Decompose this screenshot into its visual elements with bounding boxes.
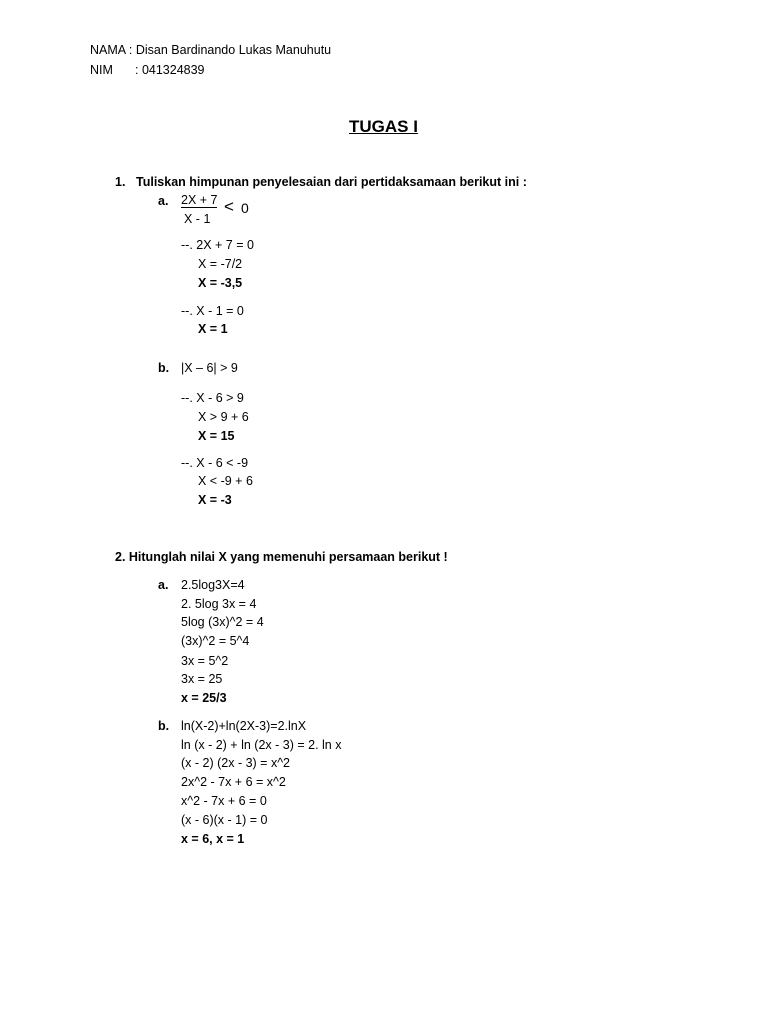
q1b-result: X = -3 bbox=[198, 493, 232, 507]
q1a-fraction-bar bbox=[181, 207, 217, 208]
q1a-label: a. bbox=[158, 194, 169, 208]
nim-value: : 041324839 bbox=[135, 63, 205, 77]
q1a-denominator: X - 1 bbox=[184, 212, 211, 226]
q1-number: 1. bbox=[115, 175, 126, 189]
q1b-step: --. X - 6 > 9 bbox=[181, 391, 244, 405]
q2a-line: 3x = 25 bbox=[181, 672, 223, 686]
student-name: NAMA : Disan Bardinando Lukas Manuhutu bbox=[90, 43, 332, 57]
q2a-line: 3x = 5^2 bbox=[181, 654, 229, 668]
q2b-label: b. bbox=[158, 719, 170, 733]
q1b-result: X = 15 bbox=[198, 429, 235, 443]
q2b-line: (x - 2) (2x - 3) = x^2 bbox=[181, 756, 291, 770]
q1b-step: X > 9 + 6 bbox=[198, 410, 249, 424]
q2b-line: x^2 - 7x + 6 = 0 bbox=[181, 794, 267, 808]
q1b-expression: |X – 6| > 9 bbox=[181, 361, 238, 375]
q2a-label: a. bbox=[158, 578, 169, 592]
q2-heading: 2. Hitunglah nilai X yang memenuhi persamaan berikut ! bbox=[115, 550, 448, 564]
q1a-step: --. 2X + 7 = 0 bbox=[181, 238, 254, 252]
q1a-step: --. X - 1 = 0 bbox=[181, 304, 244, 318]
q1b-step: X < -9 + 6 bbox=[198, 474, 253, 488]
q2a-line: (3x)^2 = 5^4 bbox=[181, 634, 250, 648]
q1b-step: --. X - 6 < -9 bbox=[181, 456, 249, 470]
q2a-line: 2.5log3X=4 bbox=[181, 578, 245, 592]
q1a-result: X = 1 bbox=[198, 322, 228, 336]
q1a-step: X = -7/2 bbox=[198, 257, 243, 271]
q1a-result: X = -3,5 bbox=[198, 276, 243, 290]
q2a-line: 5log (3x)^2 = 4 bbox=[181, 615, 264, 629]
q1a-numerator: 2X + 7 bbox=[181, 193, 217, 206]
q2b-line: ln (x - 2) + ln (2x - 3) = 2. ln x bbox=[181, 738, 342, 752]
q2b-line: 2x^2 - 7x + 6 = x^2 bbox=[181, 775, 286, 789]
q1a-rhs: 0 bbox=[241, 200, 249, 216]
q1a-fraction-numerator-clip bbox=[181, 192, 217, 206]
q1-heading: Tuliskan himpunan penyelesaian dari pertidaksamaan berikut ini : bbox=[136, 175, 527, 189]
page-title: TUGAS I bbox=[349, 117, 418, 136]
q2b-line: (x - 6)(x - 1) = 0 bbox=[181, 813, 268, 827]
q1b-label: b. bbox=[158, 361, 170, 375]
q1a-relation: < bbox=[224, 197, 234, 216]
q2a-result: x = 25/3 bbox=[181, 691, 227, 705]
q2a-line: 2. 5log 3x = 4 bbox=[181, 597, 257, 611]
q2b-line: ln(X-2)+ln(2X-3)=2.lnX bbox=[181, 719, 307, 733]
q2b-result: x = 6, x = 1 bbox=[181, 832, 245, 846]
nim-label: NIM bbox=[90, 63, 113, 77]
